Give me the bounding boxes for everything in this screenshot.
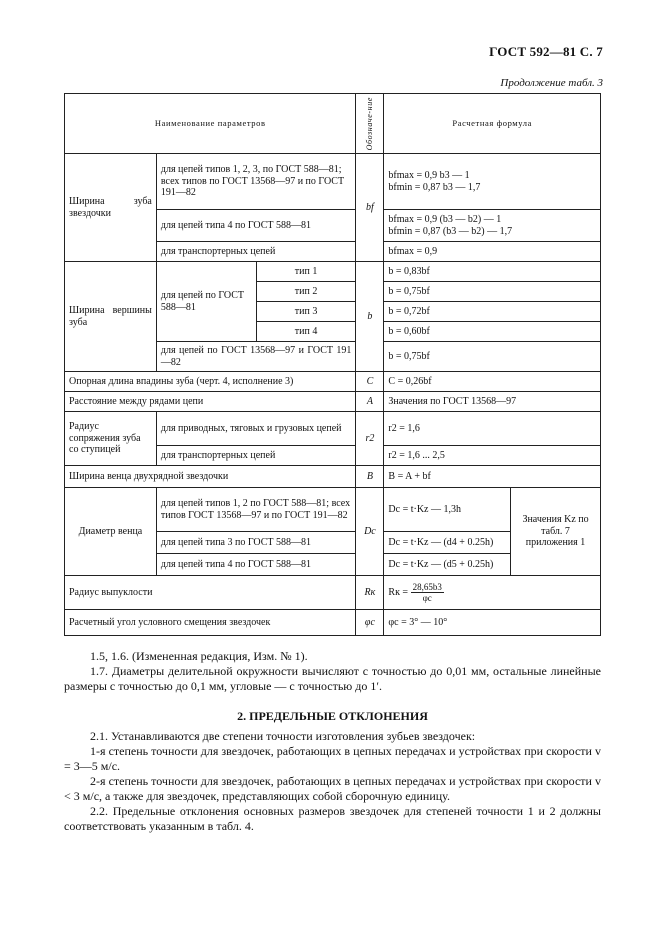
tooth-width-formula-3: bfmax = 0,9: [384, 242, 601, 262]
column-header-name: Наименование параметров: [65, 94, 356, 154]
tooth-top-other-formula: b = 0,75bf: [384, 342, 601, 372]
tooth-top-formula-4: b = 0,60bf: [384, 322, 601, 342]
fillet-radius-cond-1: для приводных, тяговых и грузовых цепей: [156, 412, 356, 446]
tooth-width-formula-1: bfmax = 0,9 b3 — 1 bfmin = 0,87 b3 — 1,7: [384, 154, 601, 210]
row-distance-name: Расстояние между рядами цепи: [65, 392, 356, 412]
section-title: 2. ПРЕДЕЛЬНЫЕ ОТКЛОНЕНИЯ: [237, 709, 428, 723]
tooth-top-formula-3: b = 0,72bf: [384, 302, 601, 322]
rim-diameter-formula-3: Dc = t·Kz — (d5 + 0.25h): [384, 554, 511, 576]
rim-diameter-formula-1: Dc = t·Kz — 1,3h: [384, 488, 511, 532]
rim-diameter-name: Диаметр венца: [65, 488, 157, 576]
row-distance-symbol: A: [356, 392, 384, 412]
tooth-width-cond-1: для цепей типов 1, 2, 3, по ГОСТ 588—81; всех типов по ГОСТ 13568—97 и по ГОСТ 191—82: [156, 154, 356, 210]
convexity-radius-symbol: Rк: [356, 576, 384, 610]
convexity-radius-formula: Rк = $\frac{28,65b3}{\varphi c}$: [384, 576, 601, 610]
column-header-symbol: Обозначе-ние: [356, 94, 384, 154]
tooth-top-formula-2: b = 0,75bf: [384, 282, 601, 302]
chain-type-1: тип 1: [256, 262, 356, 282]
tooth-width-formula-2: bfmax = 0,9 (b3 — b2) — 1 bfmin = 0,87 (b3 — b2) — 1,7: [384, 210, 601, 242]
para-1-7: 1.7. Диаметры делительной окружности вычисляют с точностью до 0,01 мм, остальные линейные размеры с точностью до 0,1 мм, угловые — с точностью до 1′.: [64, 664, 601, 693]
table-continuation-label: Продолжение табл. 3: [500, 77, 603, 89]
paragraphs-block-1: [64, 649, 601, 694]
support-length-name: Опорная длина впадины зуба (черт. 4, исполнение 3): [65, 372, 356, 392]
para-accuracy-1: 1-я степень точности для звездочек, работающих в цепных передачах и устройствах при скорости v = 3—5 м/с.: [64, 744, 601, 773]
offset-angle-name: Расчетный угол условного смещения звездочек: [65, 610, 356, 636]
tooth-width-symbol: bf: [356, 154, 384, 262]
kz-note: Значения Kz по табл. 7 приложения 1: [511, 488, 601, 576]
rim-diameter-cond-3: для цепей типа 4 по ГОСТ 588—81: [156, 554, 356, 576]
rim-diameter-formula-2: Dc = t·Kz — (d4 + 0.25h): [384, 532, 511, 554]
tooth-top-other-cond: для цепей по ГОСТ 13568—97 и ГОСТ 191—82: [156, 342, 356, 372]
double-rim-name: Ширина венца двухрядной звездочки: [65, 466, 356, 488]
fillet-radius-cond-2: для транспортерных цепей: [156, 446, 356, 466]
chain-type-3: тип 3: [256, 302, 356, 322]
chain-type-4: тип 4: [256, 322, 356, 342]
row-distance-formula: Значения по ГОСТ 13568—97: [384, 392, 601, 412]
para-2-1: 2.1. Устанавливаются две степени точности изготовления зубьев звездочек:: [90, 729, 476, 743]
offset-angle-formula: φc = 3° — 10°: [384, 610, 601, 636]
tooth-top-formula-1: b = 0,83bf: [384, 262, 601, 282]
fillet-radius-formula-2: r2 = 1,6 ... 2,5: [384, 446, 601, 466]
fillet-radius-name: Радиус сопряжения зуба со ступицей: [65, 412, 157, 466]
chain-type-2: тип 2: [256, 282, 356, 302]
parameters-table: [64, 93, 601, 636]
support-length-symbol: C: [356, 372, 384, 392]
rim-diameter-symbol: Dc: [356, 488, 384, 576]
double-rim-symbol: B: [356, 466, 384, 488]
para-2-2: 2.2. Предельные отклонения основных размеров звездочек для степеней точности 1 и 2 должны соответствовать указанным в табл. 4.: [64, 804, 601, 833]
offset-angle-symbol: φc: [356, 610, 384, 636]
fillet-radius-symbol: r2: [356, 412, 384, 466]
support-length-formula: C = 0,26bf: [384, 372, 601, 392]
para-accuracy-2: 2-я степень точности для звездочек, работающих в цепных передачах и устройствах при скорости v < 3 м/с, а также для звездочек, представляющих собой сборочную единицу.: [64, 774, 601, 803]
fillet-radius-formula-1: r2 = 1,6: [384, 412, 601, 446]
column-header-formula: Расчетная формула: [384, 94, 601, 154]
rim-diameter-cond-1: для цепей типов 1, 2 по ГОСТ 588—81; всех типов ГОСТ 13568—97 и по ГОСТ 191—82: [156, 488, 356, 532]
tooth-width-cond-2: для цепей типа 4 по ГОСТ 588—81: [156, 210, 356, 242]
page-header: ГОСТ 592—81 С. 7: [489, 44, 603, 59]
double-rim-formula: B = A + bf: [384, 466, 601, 488]
paragraphs-block-2: [64, 729, 601, 834]
convexity-radius-name: Радиус выпуклости: [65, 576, 356, 610]
rim-diameter-cond-2: для цепей типа 3 по ГОСТ 588—81: [156, 532, 356, 554]
tooth-top-width-name: Ширина вершины зуба: [65, 262, 157, 372]
tooth-top-width-group-cond: для цепей по ГОСТ 588—81: [156, 262, 256, 342]
tooth-width-name: Ширина зуба звездочки: [65, 154, 157, 262]
para-1-5: 1.5, 1.6. (Измененная редакция, Изм. № 1).: [90, 649, 308, 663]
tooth-top-width-symbol: b: [356, 262, 384, 372]
tooth-width-cond-3: для транспортерных цепей: [156, 242, 356, 262]
